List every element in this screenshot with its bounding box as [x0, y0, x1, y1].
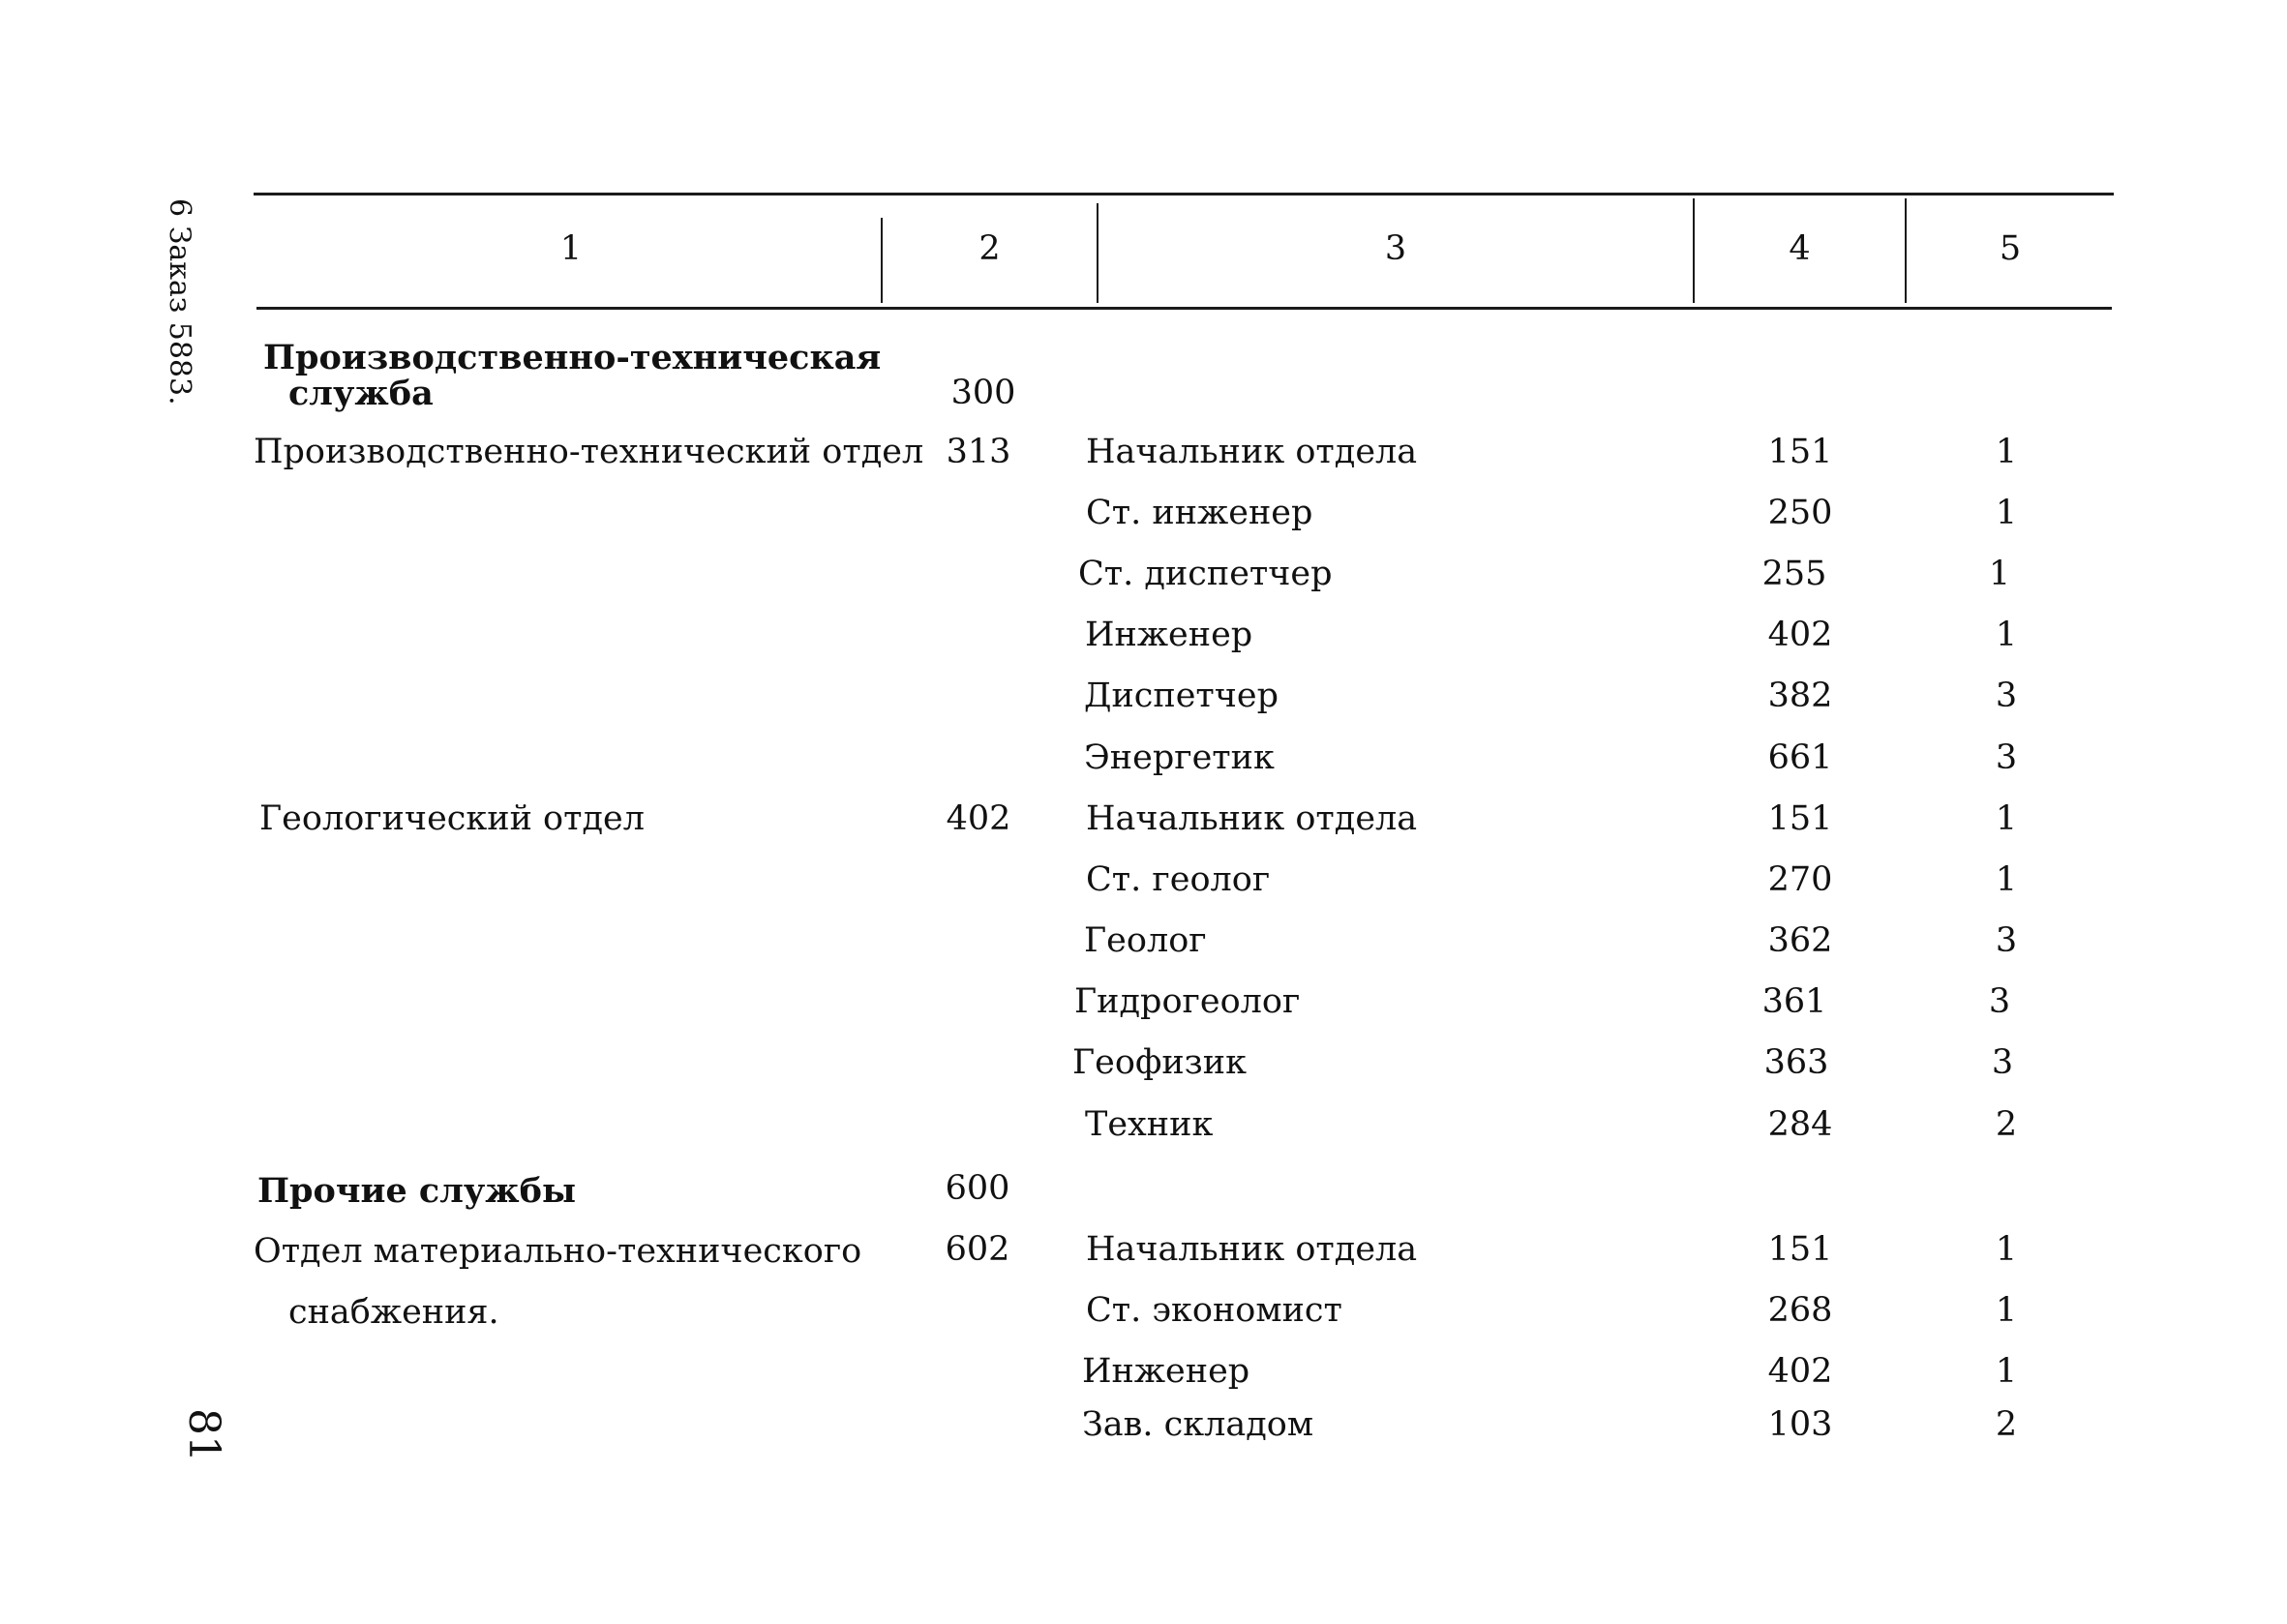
department-name: снабжения.: [288, 1293, 499, 1332]
group-title: Производственно-техническая: [263, 338, 882, 377]
position-code: 402: [1767, 616, 1833, 654]
position-title: Гидрогеолог: [1074, 982, 1301, 1021]
position-count: 1: [1995, 616, 2018, 654]
group-code: 300: [950, 374, 1016, 412]
department-name: Геологический отдел: [259, 799, 645, 838]
position-count: 1: [1995, 433, 2018, 471]
position-title: Ст. экономист: [1086, 1291, 1342, 1330]
column-header-5: 5: [1999, 229, 2022, 268]
position-title: Геофизик: [1072, 1043, 1247, 1082]
position-title: Начальник отдела: [1086, 799, 1418, 838]
position-title: Ст. инженер: [1086, 494, 1313, 532]
position-title: Начальник отдела: [1086, 433, 1418, 471]
position-count: 1: [1995, 799, 2018, 838]
department-name: Отдел материально-технического: [254, 1232, 862, 1271]
position-title: Геолог: [1084, 921, 1207, 960]
group-title: Прочие службы: [257, 1171, 577, 1211]
position-count: 3: [1991, 1043, 2014, 1082]
column-header-1: 1: [559, 229, 583, 268]
department-code: 602: [945, 1230, 1010, 1269]
order-label: 6 Заказ 5883.: [163, 198, 196, 406]
column-header-2: 2: [978, 229, 1001, 268]
position-code: 151: [1767, 1230, 1833, 1269]
position-title: Зав. складом: [1082, 1405, 1314, 1444]
column-header-3: 3: [1384, 229, 1407, 268]
position-code: 402: [1767, 1352, 1833, 1391]
column-header-4: 4: [1789, 229, 1811, 268]
position-count: 2: [1995, 1105, 2018, 1144]
page-number: 81: [179, 1408, 228, 1462]
position-code: 361: [1761, 982, 1827, 1021]
position-title: Инженер: [1085, 616, 1253, 654]
position-count: 1: [1995, 494, 2018, 532]
position-code: 268: [1767, 1291, 1833, 1330]
position-count: 1: [1995, 1230, 2018, 1269]
position-title: Ст. геолог: [1086, 860, 1271, 899]
position-code: 284: [1767, 1105, 1833, 1144]
group-code: 600: [945, 1169, 1010, 1208]
position-count: 3: [1995, 677, 2018, 715]
department-code: 313: [946, 433, 1011, 471]
position-count: 1: [1988, 555, 2011, 593]
position-code: 255: [1761, 555, 1827, 593]
position-title: Техник: [1085, 1105, 1214, 1144]
header-bottom-rule: [256, 307, 2112, 310]
position-count: 1: [1995, 1352, 2018, 1391]
position-code: 151: [1767, 799, 1833, 838]
position-title: Инженер: [1082, 1352, 1250, 1391]
position-title: Ст. диспетчер: [1078, 555, 1333, 593]
position-code: 250: [1767, 494, 1833, 532]
position-count: 3: [1995, 738, 2018, 777]
table-top-rule: [254, 193, 2114, 195]
position-code: 363: [1763, 1043, 1829, 1082]
position-title: Диспетчер: [1084, 677, 1279, 715]
position-count: 3: [1995, 921, 2018, 960]
position-count: 1: [1995, 1291, 2018, 1330]
position-title: Энергетик: [1084, 738, 1275, 777]
department-name: Производственно-технический отдел: [254, 433, 924, 471]
position-count: 2: [1995, 1405, 2018, 1444]
position-code: 661: [1767, 738, 1833, 777]
position-code: 103: [1767, 1405, 1833, 1444]
department-code: 402: [946, 799, 1011, 838]
position-count: 1: [1995, 860, 2018, 899]
position-count: 3: [1988, 982, 2011, 1021]
position-code: 362: [1767, 921, 1833, 960]
position-code: 270: [1767, 860, 1833, 899]
position-code: 382: [1767, 677, 1833, 715]
position-title: Начальник отдела: [1086, 1230, 1418, 1269]
position-code: 151: [1767, 433, 1833, 471]
group-title: служба: [288, 374, 434, 413]
